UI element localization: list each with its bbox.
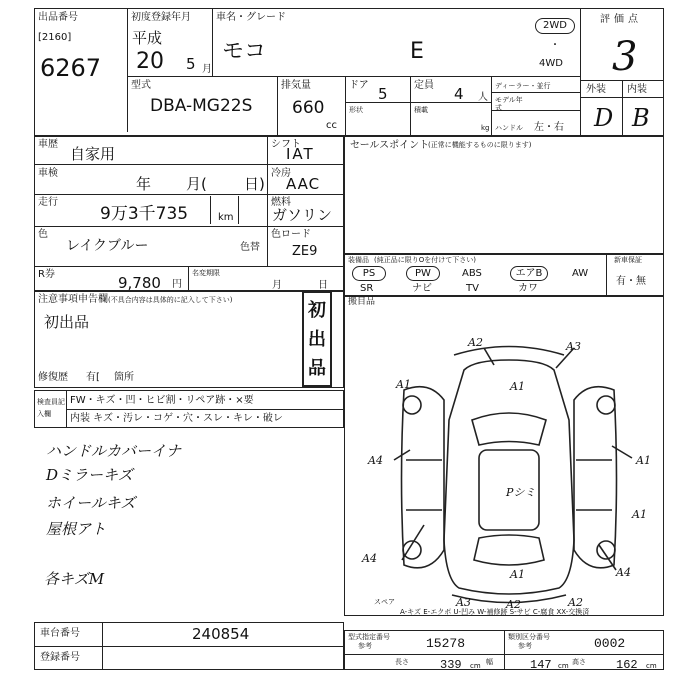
height-unit: cm <box>646 662 657 670</box>
handle-label: ハンドル <box>495 124 523 132</box>
capacity-label: 定員 <box>414 80 434 91</box>
width-label: 幅 <box>486 658 493 666</box>
exterior-check-line: FW・キズ・凹・ヒビ割・リペア跡・×要 <box>70 395 254 406</box>
equipment-label: 装備品 <box>348 256 369 264</box>
inspection-year: 年 <box>136 175 152 193</box>
first-listing-stamp-text: 初出品 <box>308 300 326 379</box>
type-cert-ref: 参考 <box>358 642 372 650</box>
history-label: 車歴 <box>38 139 58 150</box>
model-code: DBA-MG22S <box>150 96 253 116</box>
damage-mark: A1 <box>510 568 525 581</box>
equip-airbag: エアB <box>510 266 548 281</box>
recycle-unit: 円 <box>172 279 182 290</box>
height-label: 高さ <box>572 658 586 666</box>
model-label: 型式 <box>131 80 151 91</box>
class-label: 類別区分番号 <box>508 633 550 641</box>
handle-value: 左・右 <box>534 122 564 133</box>
ac: AAC <box>286 175 321 193</box>
inspection-month: 月( <box>186 175 207 193</box>
ac-label: 冷房 <box>271 168 291 179</box>
new-car-warranty-value: 有・無 <box>616 276 646 287</box>
capacity-unit: 人 <box>478 92 488 103</box>
notes-frame <box>34 291 344 388</box>
handwritten-line: Dミラーキズ <box>46 466 133 484</box>
equip-pw: PW <box>406 266 440 281</box>
load-unit: kg <box>481 124 490 132</box>
notes-subtitle: (不具合内容は具体的に記入して下さい) <box>108 296 233 304</box>
equipment-note: (純正品に限りOを付けて下さい) <box>374 256 476 264</box>
damage-mark: A4 <box>616 566 631 579</box>
handwritten-line: ハンドルカバーイナ <box>46 442 182 460</box>
era: 平成 <box>132 29 163 47</box>
recycle-fee: 9,780 <box>118 274 161 292</box>
name-change-day: 日 <box>318 280 328 291</box>
repair-value: 有[ <box>86 372 100 383</box>
equip-ps: PS <box>352 266 386 281</box>
class-number: 0002 <box>594 636 626 651</box>
damage-mark: A1 <box>396 378 411 391</box>
repair-suffix: 箇所 <box>114 372 134 383</box>
reg-year: 20 <box>136 49 164 74</box>
interior-grade: B <box>632 104 650 132</box>
car-grade: E <box>410 39 424 64</box>
equip-tv: TV <box>466 283 479 294</box>
spare-label: スペア <box>374 598 395 606</box>
handwritten-line: 各キズM <box>44 570 105 588</box>
type-cert-number: 15278 <box>426 636 466 651</box>
load-label: 積載 <box>414 106 428 114</box>
sales-point-label: セールスポイント <box>350 140 430 151</box>
damage-mark: Pシミ <box>506 486 536 499</box>
damage-legend: A-キズ E-エクボ U-凹み W-補修跡 S-サビ C-腐食 XX-交換済 <box>400 608 590 616</box>
color-label: 色 <box>38 229 48 240</box>
width-unit: cm <box>558 662 569 670</box>
first-reg-label: 初度登録年月 <box>131 12 191 23</box>
car-name: モコ <box>222 39 267 64</box>
length-unit: cm <box>470 662 481 670</box>
damage-mark: A3 <box>566 340 581 353</box>
inspection-day: 日) <box>244 175 265 193</box>
interior-check-line: 内装 キズ・汚レ・コゲ・穴・スレ・キレ・破レ <box>70 413 283 424</box>
damage-mark: A2 <box>568 596 583 609</box>
reg-month-unit: 月 <box>202 64 212 75</box>
body-color: レイクブルー <box>66 238 149 254</box>
registration-label: 登録番号 <box>40 652 80 663</box>
handwritten-line: ホイールキズ <box>46 494 136 512</box>
name-change-month: 月 <box>272 280 282 291</box>
handwritten-line: 屋根アト <box>46 520 107 538</box>
capacity: 4 <box>454 85 464 103</box>
dealer-label: ディーラー・並行 <box>495 82 551 90</box>
inspection-label: 車検 <box>38 168 58 179</box>
name-change-label: 名変期限 <box>192 269 220 277</box>
type-cert-label: 型式指定番号 <box>348 633 390 641</box>
equip-leather: カワ <box>518 283 538 294</box>
color-no: ZE9 <box>292 244 318 259</box>
chassis-number: 240854 <box>192 625 250 643</box>
damage-mark: A3 <box>456 596 471 609</box>
lot-code: [2160] <box>38 32 72 43</box>
length: 339 <box>440 658 462 672</box>
notes-text: 初出品 <box>44 313 90 331</box>
class-ref: 参考 <box>518 642 532 650</box>
doors-label: ドア <box>349 80 369 91</box>
doors: 5 <box>378 85 388 103</box>
lot-label: 出品番号 <box>38 12 78 23</box>
damage-mark: A2 <box>468 336 483 349</box>
equip-aw: AW <box>572 268 589 279</box>
drive-4wd: 4WD <box>539 58 563 69</box>
displacement: 660 <box>292 98 325 118</box>
history: 自家用 <box>70 145 116 163</box>
notes-title: 注意事項申告欄 <box>38 294 108 305</box>
score-label: 評価点 <box>600 14 642 25</box>
displacement-unit: cc <box>326 120 337 131</box>
width: 147 <box>530 658 552 672</box>
drive-2wd-circled: 2WD <box>535 18 575 34</box>
exterior-grade: D <box>594 104 614 132</box>
extra-items-label: 搬目品 <box>348 297 376 307</box>
inspector-label: 検査員記入欄 <box>37 398 65 418</box>
length-label: 長さ <box>395 658 409 666</box>
mileage-label: 走行 <box>38 197 58 208</box>
mileage: 9万3千735 <box>100 204 189 224</box>
damage-mark: A1 <box>636 454 651 467</box>
fuel-label: 燃料 <box>271 197 291 208</box>
lot-number: 6267 <box>40 54 102 82</box>
sales-point-note: (正常に機能するものに限ります) <box>428 141 532 149</box>
equip-navi: ナビ <box>412 283 432 294</box>
chassis-label: 車台番号 <box>40 628 80 639</box>
damage-mark: A2 <box>506 598 521 611</box>
damage-mark: A1 <box>632 508 647 521</box>
sales-point-frame <box>344 136 664 254</box>
mileage-unit: km <box>218 212 234 223</box>
car-name-label: 車名・グレード <box>216 12 286 23</box>
color-no-label: 色ロード <box>271 229 311 240</box>
interior-label: 内装 <box>627 84 647 95</box>
shift: IAT <box>286 145 315 163</box>
exterior-label: 外装 <box>586 84 606 95</box>
shift-label: シフト <box>271 139 301 150</box>
equip-sr: SR <box>360 283 374 294</box>
color-change-label: 色替 <box>240 242 260 253</box>
shape-label: 形状 <box>349 106 363 114</box>
damage-mark: A4 <box>362 552 377 565</box>
damage-mark: A1 <box>510 380 525 393</box>
damage-mark: A4 <box>368 454 383 467</box>
displacement-label: 排気量 <box>281 80 311 91</box>
overall-score: 3 <box>612 34 638 80</box>
equip-abs: ABS <box>462 268 482 279</box>
repair-label: 修復歴 <box>38 372 68 383</box>
car-damage-diagram <box>344 310 664 610</box>
new-car-warranty-label: 新車保証 <box>614 256 642 264</box>
reg-month: 5 <box>186 55 196 73</box>
height: 162 <box>616 658 638 672</box>
fuel: ガソリン <box>272 206 333 224</box>
recycle-label: R券 <box>38 269 55 280</box>
model-year-label: モデル年式 <box>495 96 523 112</box>
